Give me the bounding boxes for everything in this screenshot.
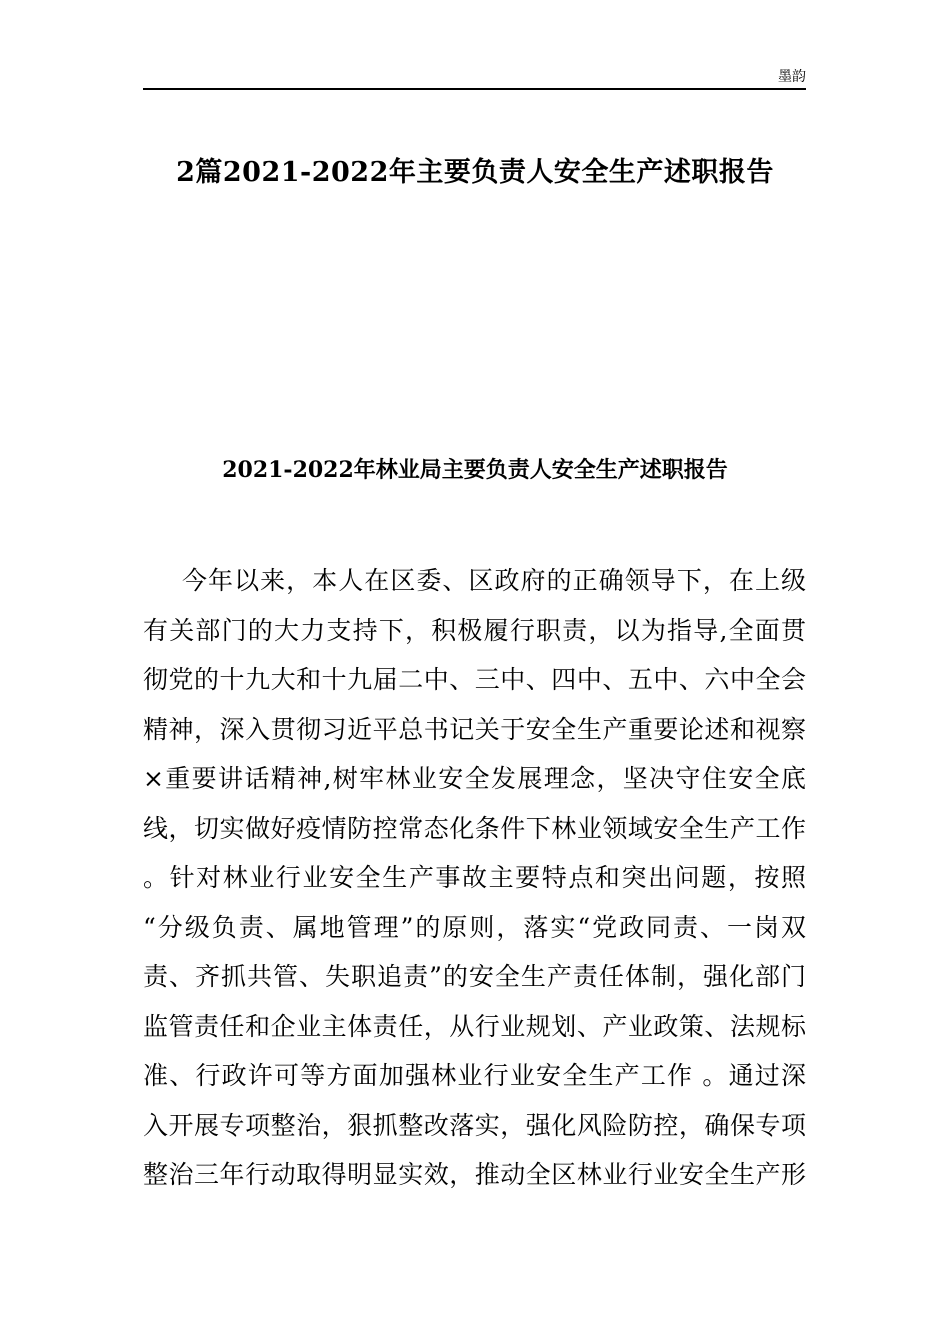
report-subtitle: 2021-2022年林业局主要负责人安全生产述职报告 — [222, 457, 728, 483]
paragraph-line: 精神，深入贯彻习近平总书记关于安全生产重要论述和视察 — [143, 714, 806, 744]
paragraph-line: 彻党的十九大和十九届二中、三中、四中、五中、六中全会 — [143, 665, 806, 694]
header-brand-text: 墨韵 — [778, 69, 806, 85]
paragraph-line: 。针对林业行业安全生产事故主要特点和突出问题，按照 — [143, 863, 806, 892]
paragraph-line: “分级负责、属地管理”的原则，落实“党政同责、一岗双 — [143, 912, 806, 942]
paragraph-line: 监管责任和企业主体责任，从行业规划、产业政策、法规标 — [143, 1011, 806, 1041]
paragraph-line: 准、行政许可等方面加强林业行业安全生产工作 。通过深 — [143, 1061, 806, 1090]
paragraph-line: ×重要讲话精神,树牢林业安全发展理念，坚决守住安全底 — [143, 764, 806, 793]
document-title: 2篇2021-2022年主要负责人安全生产述职报告 — [176, 157, 774, 188]
paragraph-line: 责、齐抓共管、失职追责”的安全生产责任体制，强化部门 — [143, 962, 806, 991]
paragraph-line: 线，切实做好疫情防控常态化条件下林业领域安全生产工作 — [143, 813, 806, 843]
header-divider — [143, 88, 806, 90]
paragraph-line: 有关部门的大力支持下，积极履行职责，以为指导,全面贯 — [143, 615, 806, 645]
paragraph-line: 整治三年行动取得明显实效，推动全区林业行业安全生产形 — [143, 1160, 806, 1189]
paragraph-line: 今年以来，本人在区委、区政府的正确领导下，在上级 — [182, 566, 806, 595]
paragraph-line: 入开展专项整治，狠抓整改落实，强化风险防控，确保专项 — [143, 1110, 806, 1140]
